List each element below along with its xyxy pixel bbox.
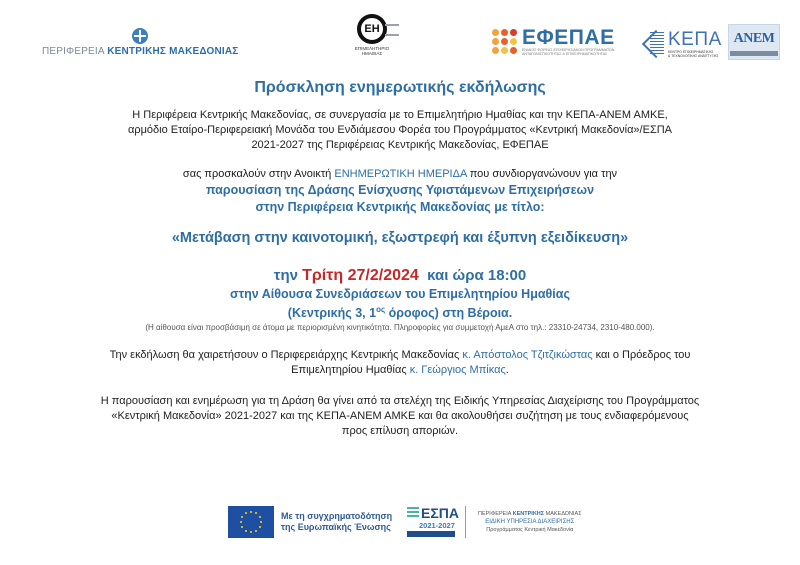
event-type-highlight: ΕΝΗΜΕΡΩΤΙΚΗ ΗΜΕΡΙΔΑ (334, 168, 467, 180)
gear-icon (357, 14, 387, 44)
efepae-subtitle-2: ΑΝΤΑΓΩΝΙΣΤΙΚΟΤΗΤΑΣ & ΕΠΙΧΕΙΡΗΜΑΤΙΚΟΤΗΤΑΣ (522, 52, 608, 56)
eu-cofunding-text: Με τη συγχρηματοδότηση της Ευρωπαϊκής Ένωσης (281, 511, 393, 532)
intro-line: αρμόδιο Εταίρο-Περιφερειακή Μονάδα του Ενδιάμεσου Φορέα του Προγράμματος «Κεντρική Μακεδονία»/ΕΣΠΑ (127, 124, 673, 136)
managing-authority-logo: ΠΕΡΙΦΕΡΕΙΑ ΚΕΝΤΡΙΚΗΣ ΜΑΚΕΔΟΝΙΑΣ ΕΙΔΙΚΗ ΥΠΗΡΕΣΙΑ ΔΙΑΧΕΙΡΙΣΗΣ Προγράμματος Κεντρική Μακεδονία (478, 511, 582, 533)
chamber-caption: ΕΠΙΜΕΛΗΤΗΡΙΟ ΗΜΑΘΙΑΣ (354, 46, 390, 56)
eu-star-icon (245, 530, 247, 532)
logo-header (0, 0, 800, 78)
espa-waves-icon (407, 507, 419, 519)
eu-star-icon (260, 521, 262, 523)
anem-name: ΑΝΕΜ (733, 30, 775, 46)
eu-star-icon (240, 521, 242, 523)
intro-line: 2021-2027 της Περιφέρειας Κεντρικής Μακεδονίας, ΕΦΕΠΑΕ (251, 139, 549, 151)
eu-star-icon (241, 526, 243, 528)
region-logo-text-bold: ΚΕΝΤΡΙΚΗΣ ΜΑΚΕΔΟΝΙΑΣ (107, 46, 239, 57)
event-location: στην Αίθουσα Συνεδριάσεων του Επιμελητηρίου Ημαθίας (Κεντρικής 3, $1^{o\varsigma}$ όροφος) στη Βέροια. (230, 287, 570, 321)
governor-name: κ. Απόστολος Τζιτζικώστας (462, 349, 593, 362)
accessibility-note: (Η αίθουσα είναι προσβάσιμη σε άτομα με περιορισμένη κινητικότητα. Πληροφορίες για συμμετοχή ΑμεΑ στο τηλ.: 23310-24734, 2310-480.000). (145, 323, 655, 333)
efepae-dots-icon (492, 29, 518, 55)
intro-paragraph (0, 108, 800, 153)
espa-logo: ΕΣΠΑ 2021-2027 (405, 505, 457, 539)
eu-star-icon (245, 512, 247, 514)
eu-star-icon (241, 516, 243, 518)
efepae-logo (492, 25, 632, 59)
region-central-macedonia-logo (42, 24, 238, 72)
chamber-president-name: κ. Γεώργιος Μπίκας (409, 364, 506, 377)
region-logo-text-light: ΠΕΡΙΦΕΡΕΙΑ (42, 46, 105, 57)
event-title: «Μετάβαση στην καινοτομική, εξωστρεφή και έξυπνη εξειδίκευση» (171, 230, 629, 246)
footer-divider (465, 506, 466, 538)
eu-star-icon (259, 526, 261, 528)
event-date: Τρίτη 27/2/2024 (302, 267, 419, 284)
invite-paragraph: σας προσκαλούν στην Ανοικτή ΕΝΗΜΕΡΩΤΙΚΗ ΗΜΕΡΙΔΑ που συνδιοργανώνουν για την (182, 168, 618, 180)
chamber-monogram: ΕΗ (364, 23, 380, 35)
page-title: Πρόσκληση ενημερωτικής εκδήλωσης (254, 79, 546, 96)
kepa-name: ΚΕΠΑ (668, 29, 722, 50)
subject-heading: παρουσίαση της Δράσης Ενίσχυσης Υφιστάμενων Επιχειρήσεων στην Περιφέρεια Κεντρικής Μακεδονίας με τίτλο: (205, 183, 595, 214)
presentation-paragraph: Η παρουσίαση και ενημέρωση για τη Δράση θα γίνει από τα στελέχη της Ειδικής Υπηρεσίας Διαχείρισης του Προγράμματος «Κεντρική Μακεδονία» 2021-2027 και της ΚΕΠΑ-ΑΝΕΜ ΑΜΚΕ και θα ακολουθήσει συζήτηση με τους ενδιαφερόμενους προς επίλυση αποριών. (100, 395, 700, 438)
anem-logo (728, 24, 780, 60)
intro-line: Η Περιφέρεια Κεντρικής Μακεδονίας, σε συνεργασία με το Επιμελητήριο Ημαθίας και την ΚΕΠΑ-ΑΝΕΜ ΑΜΚΕ, (132, 109, 668, 121)
kepa-subtitle-1: ΚΕΝΤΡΟ ΕΠΙΧΕΙΡΗΜΑΤΙΚΗΣ (668, 50, 714, 54)
greeting-paragraph: Την εκδήλωση θα χαιρετήσουν ο Περιφερειάρχης Κεντρικής Μακεδονίας κ. Απόστολος Τζιτζικώστας και ο Πρόεδρος του Επιμελητηρίου Ημαθίας κ. Γεώργιος Μπίκας. (109, 349, 691, 377)
eu-star-icon (250, 511, 252, 513)
eu-star-icon (259, 516, 261, 518)
event-time: και ώρα 18:00 (418, 267, 527, 284)
event-datetime: την Τρίτη 27/2/2024 και ώρα 18:00 (273, 267, 527, 284)
greek-emblem-icon (132, 28, 148, 44)
eu-star-icon (255, 530, 257, 532)
eu-star-icon (250, 531, 252, 533)
kepa-subtitle-2: & ΤΕΧΝΟΛΟΓΙΚΗΣ ΑΝΑΠΤΥΞΗΣ (668, 54, 719, 58)
chamber-imathia-logo (350, 14, 394, 64)
funding-footer (228, 502, 608, 542)
invitation-body (0, 76, 800, 439)
kepa-chevron-icon (640, 29, 666, 59)
efepae-subtitle-1: ΕΝΙΑΙΟΣ ΦΟΡΕΑΣ ΕΠΙΧΕΙΡΗΣΙΑΚΩΝ ΠΡΟΓΡΑΜΜΑΤΩΝ (522, 47, 615, 52)
kepa-logo (640, 26, 722, 62)
efepae-name: ΕΦΕΠΑΕ (522, 25, 615, 49)
eu-star-icon (255, 512, 257, 514)
eu-flag-icon (228, 506, 274, 538)
